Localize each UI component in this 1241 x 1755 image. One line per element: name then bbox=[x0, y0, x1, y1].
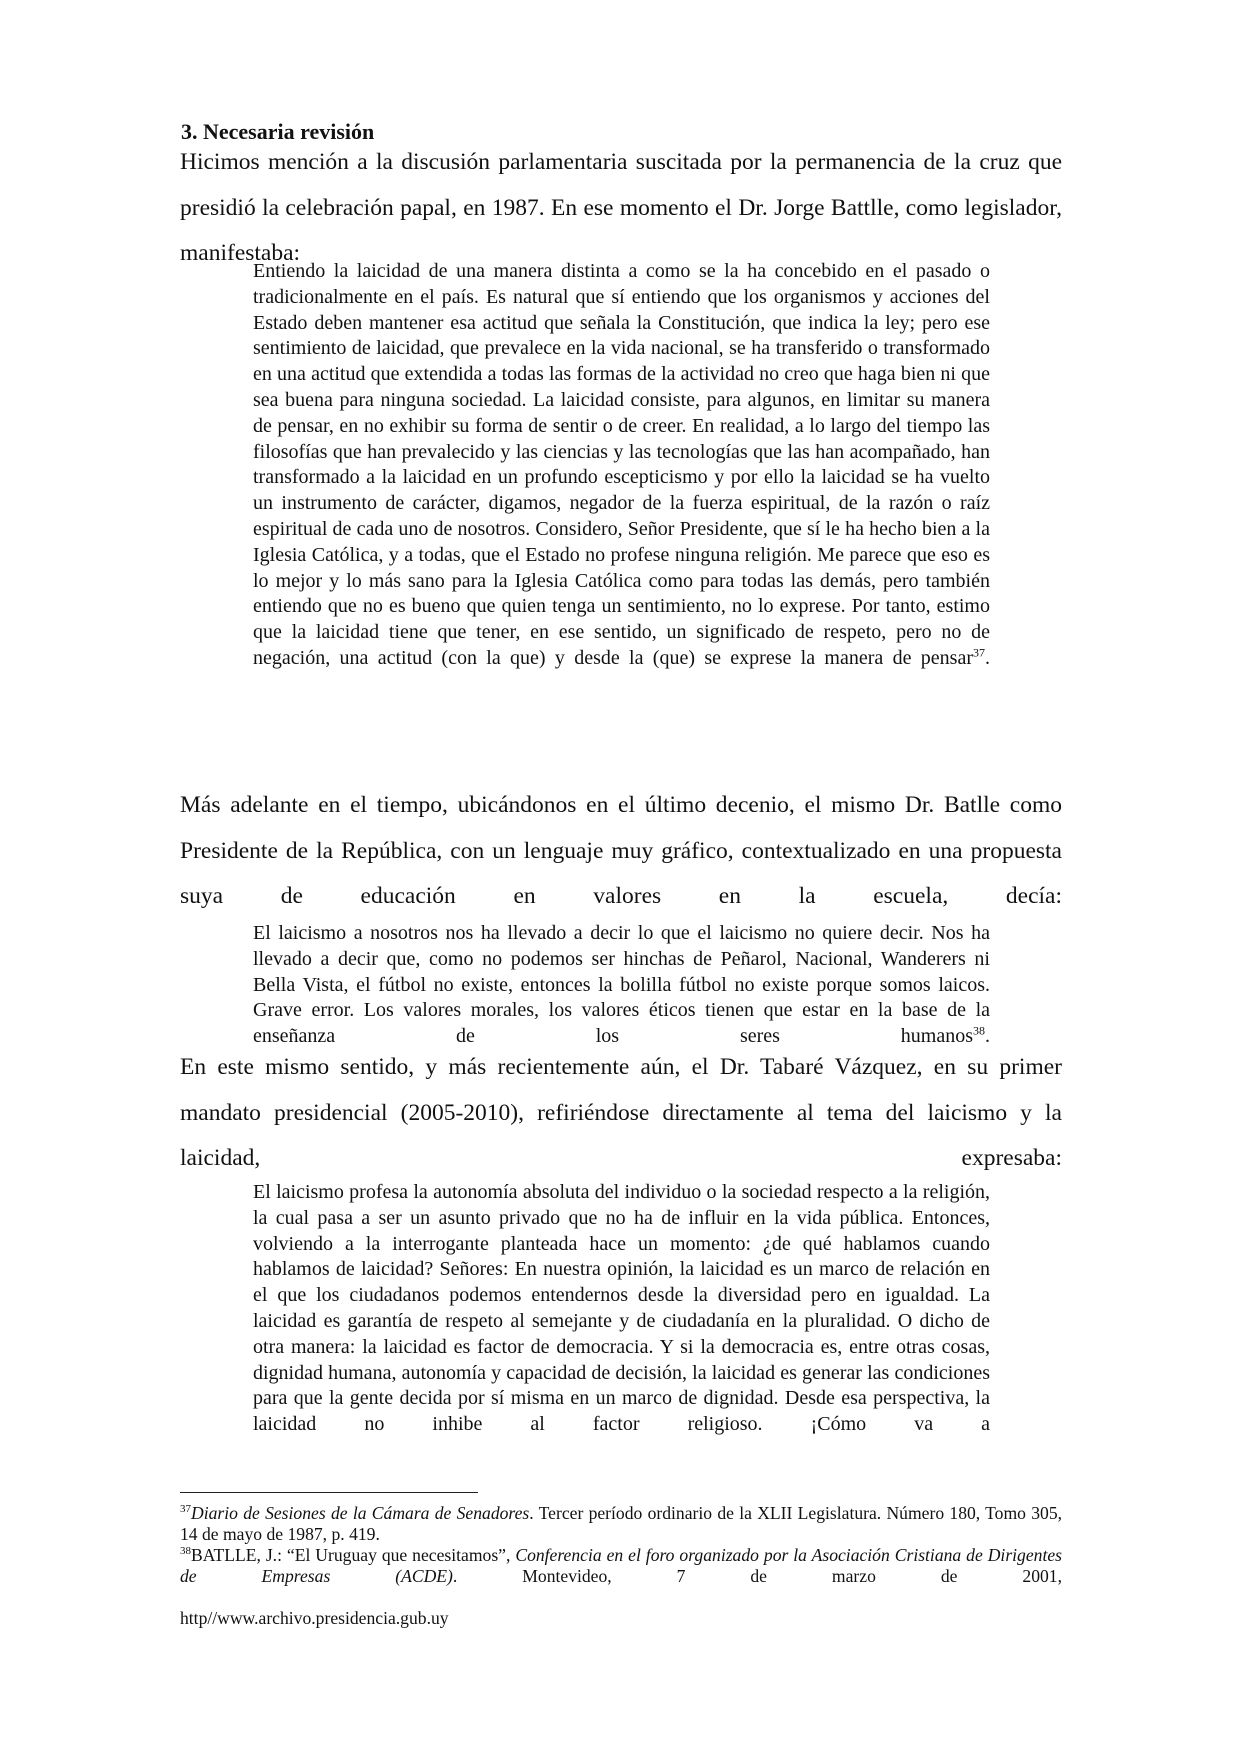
footnote-author: BATLLE, J.: “El Uruguay que necesitamos”, bbox=[191, 1545, 516, 1565]
footnote-37 bbox=[180, 1503, 1062, 1545]
block-quote-2-end: . bbox=[985, 1025, 990, 1048]
footnote-ref-37[interactable]: 37 bbox=[973, 645, 985, 660]
footnote-separator bbox=[180, 1492, 478, 1493]
block-quote-1-text: Entiendo la laicidad de una manera distinta a como se la ha concebido en el pasado o tradicionalmente en el país. Es natural que sí entiendo que los organismos y acciones del Estado deben mantener esa actitud que señala la Constitución, que indica la ley; pero ese sentimiento de laicidad, que prevalece en la vida nacional, se ha transferido o transformado en una actitud que extendida a todas las formas de la actividad no creo que haga bien ni que sea buena para ninguna sociedad. La laicidad consiste, para algunos, en limitar su manera de pensar, en no exhibir su forma de sentir o de creer. En realidad, a lo largo del tiempo las filosofías que han prevalecido y las ciencias y las tecnologías que las han acompañado, han transformado a la laicidad en un profundo escepticismo y por ello la laicidad se ha vuelto un instrumento de carácter, digamos, negador de la fuerza espiritual, de la razón o raíz espiritual de cada uno de nosotros. Considero, Señor Presidente, que sí le ha hecho bien a la Iglesia Católica, y a todas, que el Estado no profese ninguna religión. Me parece que eso es lo mejor y lo más sano para la Iglesia Católica como para todas las demás, pero también entiendo que no es bueno que quien tenga un sentimiento, no lo exprese. Por tanto, estimo que la laicidad tiene que tener, en ese sentido, un significado de respeto, pero no de negación, una actitud (con la que) y desde la (que) se exprese la manera de pensar bbox=[253, 260, 990, 669]
block-quote-3: El laicismo profesa la autonomía absoluta del individuo o la sociedad respecto a la religión, la cual pasa a ser un asunto privado que no ha de influir en la vida pública. Entonces, volviendo a la interrogante planteada hace un momento: ¿de qué hablamos cuando hablamos de laicidad? Señores: En nuestra opinión, la laicidad es un marco de relación en el que los ciudadanos podemos entendernos desde la diversidad pero en igualdad. La laicidad es garantía de respeto al semejante y de ciudadanía en la pluralidad. O dicho de otra manera: la laicidad es factor de democracia. Y si la democracia es, entre otras cosas, dignidad humana, autonomía y capacidad de decisión, la laicidad es generar las condiciones para que la gente decida por sí misma en un marco de dignidad. Desde esa perspectiva, la laicidad no inhibe al factor religioso. ¡Cómo va a bbox=[253, 1181, 990, 1436]
block-quote-2-text: El laicismo a nosotros nos ha llevado a decir lo que el laicismo no quiere decir. Nos ha llevado a decir que, como no podemos ser hinchas de Peñarol, Nacional, Wanderers ni Bella Vista, el fútbol no existe, entonces la bolilla fútbol no existe porque somos laicos. Grave error. Los valores morales, los valores éticos tienen que estar en la base de la enseñanza de los seres humanos bbox=[253, 922, 990, 1048]
footnote-source-title: Diario de Sesiones de la Cámara de Senadores bbox=[191, 1503, 530, 1523]
footnote-source-title: Conferencia en el foro organizado por la Asociación Cristiana de Dirigentes de Empresas (ACDE) bbox=[180, 1545, 1063, 1586]
footnote-text: . Tercer período ordinario de la XLII Legislatura. Número 180, Tomo 305, 14 de mayo de 1987, p. 419. bbox=[180, 1503, 1063, 1544]
footnote-url[interactable]: http//www.archivo.presidencia.gub.uy bbox=[180, 1608, 449, 1628]
block-quote-1 bbox=[253, 259, 990, 698]
footnote-number: 38 bbox=[180, 1545, 191, 1558]
footnote-text: . Montevideo, 7 de marzo de 2001, bbox=[452, 1566, 1062, 1586]
body-paragraph-2: Más adelante en el tiempo, ubicándonos en el último decenio, el mismo Dr. Batlle como Presidente de la República, con un lenguaje muy gráfico, contextualizado en una propuesta suya de educación en valores en la escuela, decía: bbox=[180, 792, 1062, 909]
section-heading: 3. Necesaria revisión bbox=[181, 119, 375, 144]
body-paragraph-1: Hicimos mención a la discusión parlamentaria suscitada por la permanencia de la cruz que presidió la celebración papal, en 1987. En ese momento el Dr. Jorge Battlle, como legislador, manifestaba: bbox=[180, 149, 1062, 266]
body-paragraph-3: En este mismo sentido, y más recientemente aún, el Dr. Tabaré Vázquez, en su primer mandato presidencial (2005-2010), refiriéndose directamente al tema del laicismo y la laicidad, expresaba: bbox=[180, 1054, 1062, 1171]
footnote-number: 37 bbox=[180, 1503, 191, 1516]
footnote-ref-38[interactable]: 38 bbox=[973, 1023, 985, 1038]
footnote-38 bbox=[180, 1545, 1062, 1608]
footnotes bbox=[180, 1503, 1062, 1629]
block-quote-1-end: . bbox=[985, 646, 990, 669]
